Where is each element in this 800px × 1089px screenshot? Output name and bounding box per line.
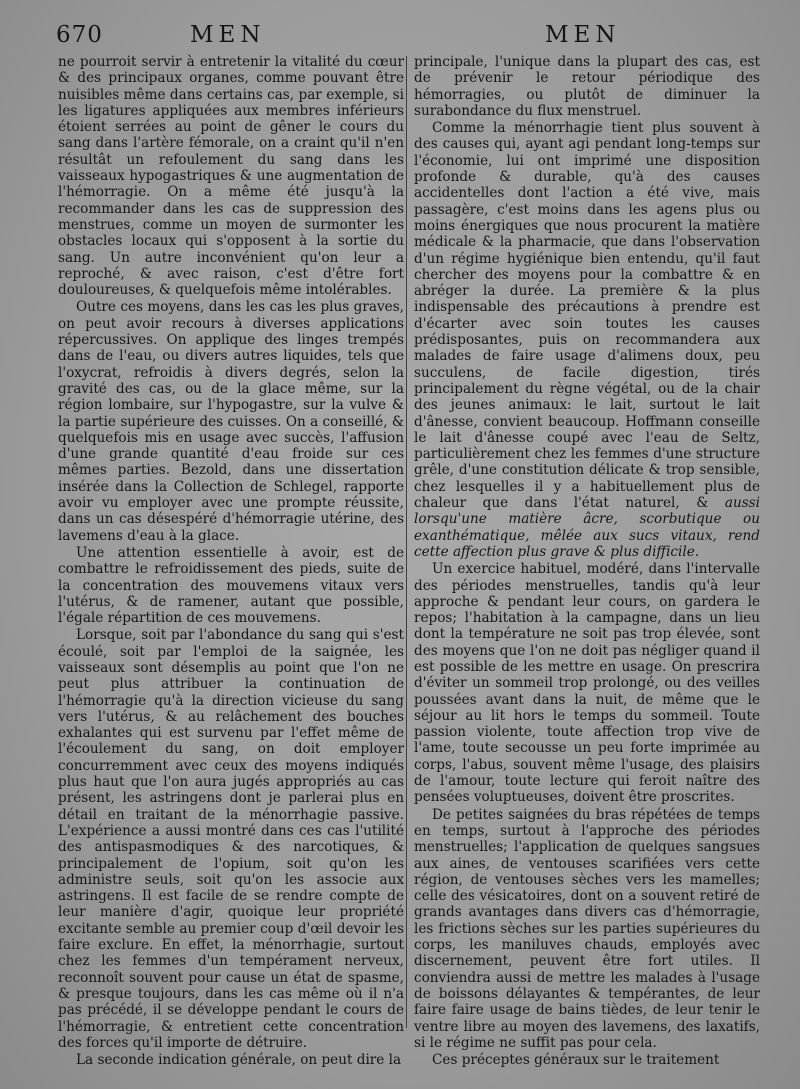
page-number: 670 [56,22,103,48]
paragraph [414,120,760,560]
paragraph: Ces préceptes généraux sur le traitement [432,1052,720,1069]
running-head-left: MEN [190,22,266,48]
paragraph: Un exercice habituel, modéré, dans l'intervalle des périodes menstruelles, tandis qu'à leur approche & pendant leur cours, on gardera le repos; l'habitation à la campagne, dans un lieu dont la température ne soit pas trop élevée, sont des moyens que l'on ne doit pas négliger quand il est possible de les mettre en usage. On prescrira d'éviter un sommeil trop prolongé, ou des veilles poussées avant dans la nuit, de même que le séjour au lit hors le temps du sommeil. Toute passion violente, toute affection trop vive de l'ame, toute secousse un peu forte imprimée au corps, l'abus, souvent même l'usage, des plaisirs de l'amour, toute lecture qui feroit naître des pensées voluptueuses, doivent être proscrites. [414,561,760,806]
paragraph: Outre ces moyens, dans les cas les plus graves, on peut avoir recours à diverses applications répercussives. On applique des linges trempés dans de l'eau, ou divers autres liquides, tels que l'oxycrat, refroidis à divers degrés, selon la gravité des cas, ou de la glace même, sur la région lombaire, sur l'hypogastre, sur la vulve & la partie supérieure des cuisses. On a conseillé, & quelquefois mis en usage avec succès, l'affusion d'une grande quantité d'eau froide sur ces mêmes parties. Bezold, dans une dissertation insérée dans la Collection de Schlegel, rapporte avoir vu employer avec une prompte réussite, dans un cas désespéré d'hémorragie utérine, des lavemens d'eau à la glace. [58,299,404,544]
paragraph: De petites saignées du bras répétées de temps en temps, surtout à l'approche des périodes menstruelles; l'application de quelques sangsues aux aines, de ventouses scarifiées vers cette région, de ventouses sèches vers les mamelles; celle des vésicatoires, dont on a souvent retiré de grands avantages dans divers cas d'hémorragie, les frictions sèches sur les parties supérieures du corps, les maniluves chauds, employés avec discernement, peuvent être fort utiles. Il conviendra aussi de mettre les malades à l'usage de boissons délayantes & tempérantes, de leur faire faire usage de bains tièdes, de leur tenir le ventre libre au moyen des lavemens, des laxatifs, si le régime ne suffit pas pour cela. [414,806,760,1051]
right-column [414,54,760,1068]
running-head-right: MEN [545,22,621,48]
paragraph: La seconde indication générale, on peut dire la [76,1052,402,1069]
paragraph-text: Comme la ménorrhagie tient plus souvent à des causes qui, ayant agi pendant long-temps sur l'économie, lui ont imprimé une disposition profonde & durable, qu'à des causes accidentelles dont l'action a été vive, mais passagère, c'est moins dans les agens plus ou moins énergiques que nous procurent la matière médicale & la pharmacie, que dans l'observation d'un régime hygiénique bien entendu, qu'il faut chercher des moyens pour la combattre & en abréger la durée. La première & la plus indispensable des précautions à prendre est d'écarter avec soin toutes les causes prédisposantes, puis on recommandera aux malades de faire usage d'alimens doux, peu succulens, de facile digestion, tirés principalement du règne végétal, ou de la chair des jeunes animaux: le lait, surtout le lait d'ânesse, convient beaucoup. Hoffmann conseille le lait d'ânesse coupé avec l'eau de Seltz, particulièrement chez les femmes d'une structure grêle, d'une constitution délicate & trop sensible, chez lesquelles il y a habituellement plus de chaleur que dans l'état naturel, & [414,120,760,512]
column-divider [406,56,407,1028]
paragraph: Une attention essentielle à avoir, est de combattre le refroidissement des pieds, suite de la concentration des mouvemens vitaux vers l'utérus, & de ramener, autant que possible, l'égale répartition de ces mouvemens. [58,544,404,627]
italic-quote: aussi lorsqu'une matière âcre, scorbutique ou exanthématique, mêlée aux sucs vitaux, rend cette affection plus grave & plus difficile. [414,495,761,560]
paragraph: principale, l'unique dans la plupart des cas, est de prévenir le retour périodique des hémorragies, ou plutôt de diminuer la surabondance du flux menstruel. [414,54,760,119]
paragraph: Lorsque, soit par l'abondance du sang qui s'est écoulé, soit par l'emploi de la saignée, les vaisseaux sont désemplis au point que l'on ne peut plus attribuer la continuation de l'hémorragie qu'à la direction vicieuse du sang vers l'utérus, & au relâchement des bouches exhalantes qui est survenu par l'effet même de l'écoulement du sang, on doit employer concurremment avec ceux des moyens indiqués plus haut que l'on aura jugés appropriés au cas présent, les astringens dont je parlerai plus en détail en traitant de la ménorrhagie passive. L'expérience a aussi montré dans ces cas l'utilité des antispasmodiques & des narcotiques, & principalement de l'opium, soit qu'on les administre seuls, soit qu'on les associe aux astringens. Il est facile de se rendre compte de leur manière d'agir, quoique leur propriété excitante semble au premier coup d'œil devoir les faire exclure. En effet, la ménorrhagie, surtout chez les femmes d'un tempérament nerveux, reconnoît souvent pour cause un état de spasme, & presque toujours, dans les cas même où il n'a pas précédé, il se développe pendant le cours de l'hémorragie, & entretient cette concentration des forces qu'il importe de détruire. [58,627,404,1051]
left-column [58,54,404,1068]
paragraph: ne pourroit servir à entretenir la vitalité du cœur & des principaux organes, comme pouvant être nuisibles même dans certains cas, par exemple, si les ligatures appliquées aux membres inférieurs étoient serrées au point de gêner le cours du sang dans l'artère fémorale, on a craint qu'il n'en résultât un refoulement du sang dans les vaisseaux hypogastriques & une augmentation de l'hémorragie. On a même été jusqu'à la recommander dans les cas de suppression des menstrues, comme un moyen de surmonter les obstacles locaux qui s'opposent à la sortie du sang. Un autre inconvénient qu'on leur a reproché, & avec raison, c'est d'être fort douloureuses, & quelquefois même intolérables. [58,54,404,299]
